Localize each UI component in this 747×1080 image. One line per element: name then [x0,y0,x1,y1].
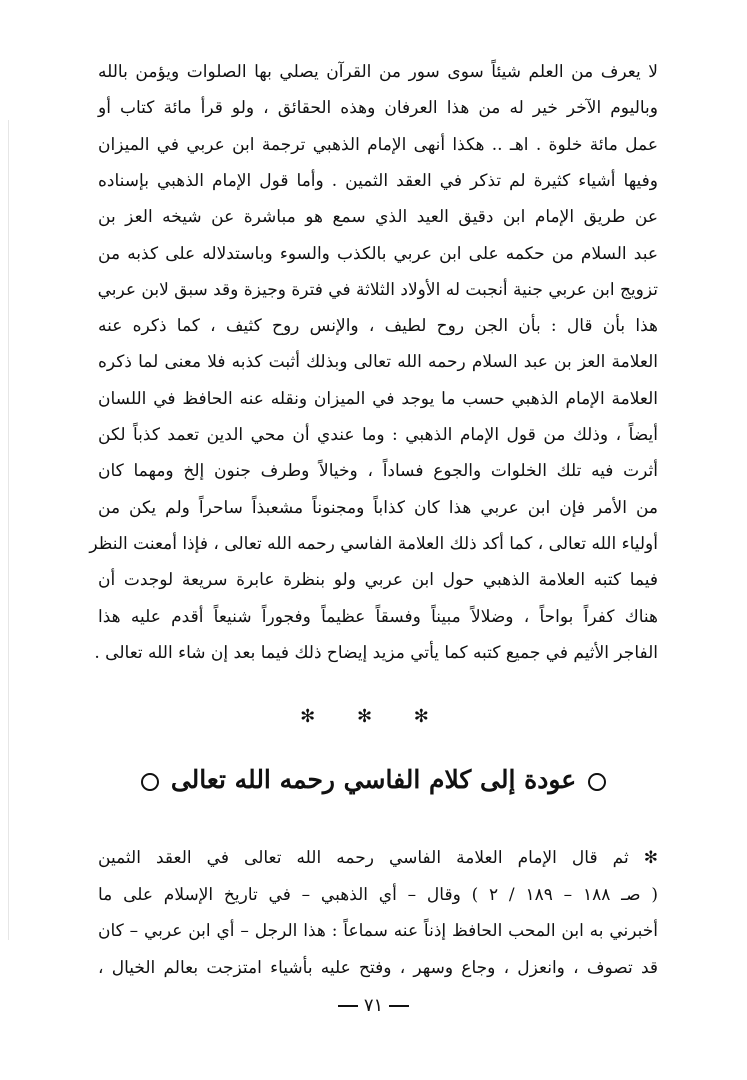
text-line: عمل مائة خلوة . اهـ .. هكذا أنهى الإمام الذهبي ترجمة ابن عربي في الميزان [98,134,658,155]
text-line: عبد السلام من حكمه على ابن عربي بالكذب والسوء وباستدلاله على كذبه من [98,243,658,264]
text-line: العلامة الإمام الذهبي حسب ما يوجد في الميزان ونقله عنه الحافظ في اللسان [98,388,658,409]
text-line: وفيها أشياء كثيرة لم تذكر في العقد الثمين . وأما قول الإمام الذهبي بإسناده [98,170,658,191]
text-line: أيضاً ، وذلك من قول الإمام الذهبي : وما عندي أن محي الدين تعمد كذباً لكن [98,425,658,445]
text-line: الفاجر الأثيم في جميع كتبه كما يأتي مزيد إيضاح ذلك فيما بعد إن شاء الله تعالى . [94,642,658,663]
text-line: عن طريق الإمام ابن دقيق العيد الذي سمع هو مباشرة عن شيخه العز بن [98,207,658,228]
text-line: هناك كفراً بواحاً ، وضلالاً مبيناً وفسقاً عظيماً وفجوراً شنيعاً أقدم عليه هذا [98,606,658,627]
circle-ornament-left [141,773,159,791]
section-heading-text: عودة إلى كلام الفاسي رحمه الله تعالى [170,765,577,794]
text-line: أخبرني به ابن المحب الحافظ إذناً عنه سماعاً : هذا الرجل – أي ابن عربي – كان [98,921,658,941]
text-line: أولياء الله تعالى ، كما أكد ذلك العلامة الفاسي رحمه الله تعالى ، فإذا أمعنت النظر [89,533,658,554]
dash-decoration [338,1005,358,1007]
section-heading [0,758,747,802]
text-line: وباليوم الآخر خير له من هذا العرفان وهذه الحقائق ، ولو قرأ مائة كتاب أو [98,98,658,119]
text-line: هذا بأن قال : بأن الجن روح لطيف ، والإنس روح كثيف ، كما ذكره عنه [98,316,658,337]
text-line: قد تصوف ، وانعزل ، وجاع وسهر ، وفتح عليه بأشياء امتزجت بعالم الخيال ، [98,957,658,978]
text-line: العلامة العز بن عبد السلام رحمه الله تعالى وبذلك أثبت كذبه فلا معنى لما ذكره [98,352,658,373]
text-line: لا يعرف من العلم شيئاً سوى سور من القرآن يصلي بها الصلوات ويؤمن بالله [98,62,658,82]
text-line: ✻ ثم قال الإمام العلامة الفاسي رحمه الله تعالى في العقد الثمين [98,848,658,868]
text-line: من الأمر فإن ابن عربي هذا كان كذاباً ومجنوناً مشعبذاً ساحراً ولم يكن من [98,497,658,518]
page-number [0,995,747,1016]
circle-ornament-right [588,773,606,791]
text-line: ( صـ ١٨٨ – ١٨٩ / ٢ ) وقال – أي الذهبي – في تاريخ الإسلام على ما [98,884,658,905]
text-line: تزويج ابن عربي جنية أنجبت له الأولاد الثلاثة في فترة وجيزة وقد سبق لابن عربي [97,279,658,300]
text-line: أثرت فيه تلك الخلوات والجوع فساداً ، وخيالاً وطرف جنون إلخ ومهما كان [98,461,658,482]
scan-edge-mark [8,120,9,940]
dash-decoration [389,1005,409,1007]
section-separator: ✻ ✻ ✻ [300,706,447,727]
page-number-text: ٧١ [363,995,384,1016]
text-line: فيما كتبه العلامة الذهبي حول ابن عربي ولو بنظرة عابرة سريعة لوجدت أن [98,570,658,591]
